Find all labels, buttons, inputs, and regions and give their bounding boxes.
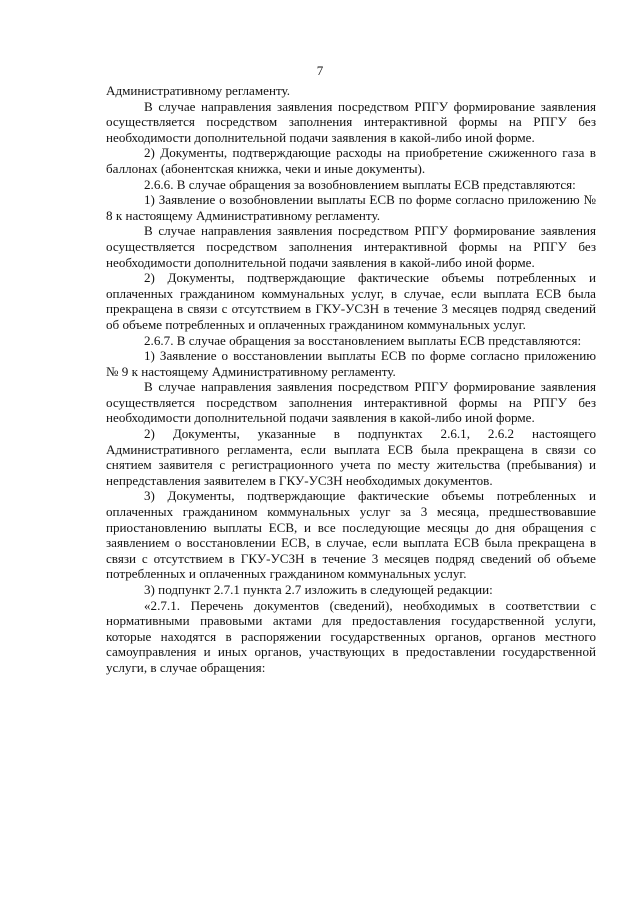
paragraph-2-7-1: «2.7.1. Перечень документов (сведений), необходимых в соответствии с нормативными правовыми актами для предоставления государственной услуги, которые находятся в распоряжении государственных органов, органов местного самоуправления и иных органов, участвующих в предоставлении государственной услуги, в случае обращения:	[106, 597, 596, 675]
paragraph: Административному регламенту.	[106, 83, 291, 98]
paragraph: 3) Документы, подтверждающие фактические объемы потребленных и оплаченных гражданином коммунальных услуг за 3 месяца, предшествовавшие приостановлению выплаты ЕСВ, и все последующие месяцы до дня обращения с заявлением о восстановлении ЕСВ, в случае, если выплата ЕСВ была прекращена в связи с отсутствием в ГКУ-УСЗН в течение 3 месяцев подряд сведений об объеме потребленных и оплаченных гражданином коммунальных услуг.	[106, 488, 596, 582]
paragraph: 2) Документы, указанные в подпунктах 2.6.1, 2.6.2 настоящего Административного регламента, если выплата ЕСВ была прекращена в связи со снятием заявителя с регистрационного учета по месту жительства (пребывания) и непредставления заявителем в ГКУ-УСЗН необходимых документов.	[106, 426, 596, 488]
section-heading-2-6-6: 2.6.6. В случае обращения за возобновлением выплаты ЕСВ представляются:	[144, 176, 576, 192]
page-number: 7	[316, 63, 324, 78]
paragraph: В случае направления заявления посредством РПГУ формирование заявления осуществляется посредством заполнения интерактивной формы на РПГУ без необходимости дополнительной подачи заявления в какой-либо иной форме.	[106, 98, 596, 145]
paragraph: 2) Документы, подтверждающие расходы на приобретение сжиженного газа в баллонах (абонентская книжка, чеки и иные документы).	[106, 145, 596, 176]
paragraph: В случае направления заявления посредством РПГУ формирование заявления осуществляется посредством заполнения интерактивной формы на РПГУ без необходимости дополнительной подачи заявления в какой-либо иной форме.	[106, 379, 596, 426]
paragraph: 1) Заявление о возобновлении выплаты ЕСВ по форме согласно приложению № 8 к настоящему Административному регламенту.	[106, 192, 596, 223]
paragraph: 2) Документы, подтверждающие фактические объемы потребленных и оплаченных гражданином коммунальных услуг, в случае, если выплата ЕСВ была прекращена в связи с отсутствием в ГКУ-УСЗН в течение 3 месяцев подряд сведений об объеме потребленных и оплаченных гражданином коммунальных услуг.	[106, 270, 596, 332]
paragraph: 3) подпункт 2.7.1 пункта 2.7 изложить в следующей редакции:	[144, 582, 493, 597]
document-body	[106, 83, 596, 676]
paragraph: В случае направления заявления посредством РПГУ формирование заявления осуществляется посредством заполнения интерактивной формы на РПГУ без необходимости дополнительной подачи заявления в какой-либо иной форме.	[106, 223, 596, 270]
section-heading-2-6-7: 2.6.7. В случае обращения за восстановлением выплаты ЕСВ представляются:	[144, 332, 582, 348]
paragraph: 1) Заявление о восстановлении выплаты ЕСВ по форме согласно приложению № 9 к настоящему Административному регламенту.	[106, 348, 596, 379]
